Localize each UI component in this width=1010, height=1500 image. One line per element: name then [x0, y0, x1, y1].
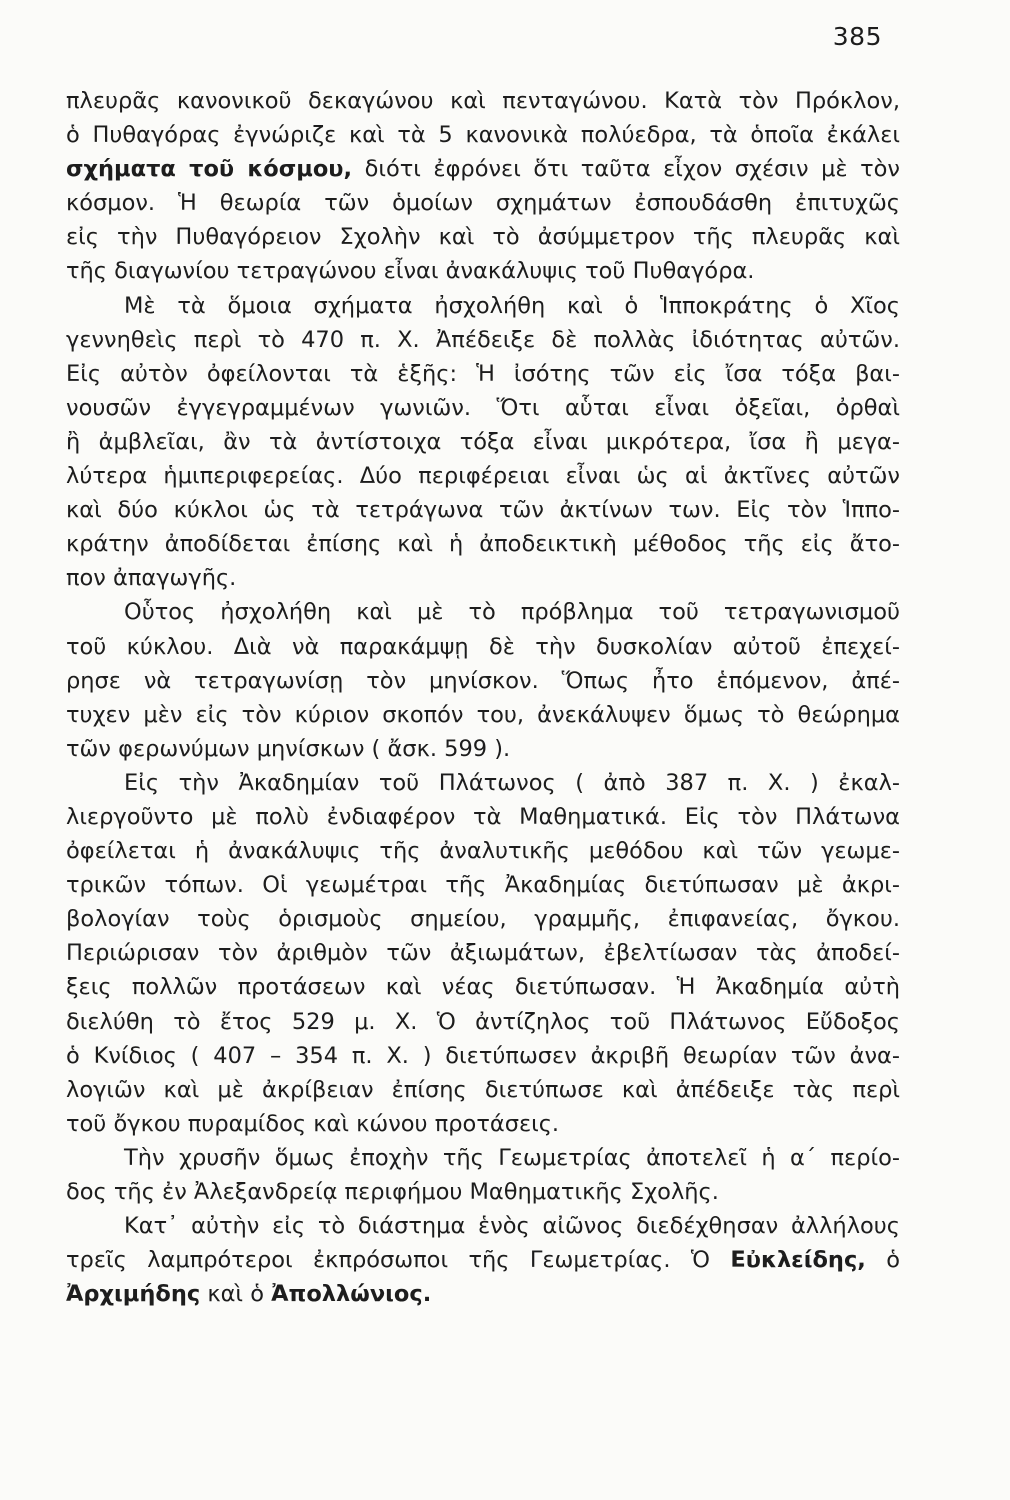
- text-line: βολογίαν τοὺς ὁρισμοὺς σημείου, γραμμῆς, ἐπιφανείας, ὄγκου.: [66, 906, 900, 933]
- text-line: λογιῶν καὶ μὲ ἀκρίβειαν ἐπίσης διετύπωσε καὶ ἀπέδειξε τὰς περὶ: [66, 1076, 900, 1103]
- page-number: 385: [832, 22, 882, 51]
- text-line: τῆς διαγωνίου τετραγώνου εἶναι ἀνακάλυψις τοῦ Πυθαγόρα.: [66, 258, 755, 285]
- body-text: [66, 84, 900, 1311]
- text-line: ὀφείλεται ἡ ἀνακάλυψις τῆς ἀναλυτικῆς μεθόδου καὶ τῶν γεωμε-: [66, 838, 900, 865]
- bold-name-archimedes: Ἀρχιμήδης: [66, 1281, 201, 1308]
- paragraph: [66, 1141, 900, 1209]
- text-line: ἢ ἀμβλεῖαι, ἂν τὰ ἀντίστοιχα τόξα εἶναι μικρότερα, ἴσα ἢ μεγα-: [66, 428, 900, 455]
- bold-name-apollonius: Ἀπολλώνιος.: [271, 1281, 432, 1308]
- paragraph: [66, 1209, 900, 1311]
- text-line: Οὗτος ἠσχολήθη καὶ μὲ τὸ πρόβλημα τοῦ τετραγωνισμοῦ: [124, 599, 900, 626]
- text-line: κράτην ἀποδίδεται ἐπίσης καὶ ἡ ἀποδεικτικὴ μέθοδος τῆς εἰς ἄτο-: [66, 531, 900, 558]
- text-line: τρικῶν τόπων. Οἱ γεωμέτραι τῆς Ἀκαδημίας διετύπωσαν μὲ ἀκρι-: [66, 872, 900, 899]
- text-line: καὶ δύο κύκλοι ὡς τὰ τετράγωνα τῶν ἀκτίνων των. Εἰς τὸν Ἱππο-: [66, 497, 900, 524]
- text-line: Τὴν χρυσῆν ὅμως ἐποχὴν τῆς Γεωμετρίας ἀποτελεῖ ἡ α΄ περίο-: [124, 1144, 900, 1171]
- text-line: πλευρᾶς κανονικοῦ δεκαγώνου καὶ πενταγώνου. Κατὰ τὸν Πρόκλον,: [66, 88, 900, 114]
- text-line: τῶν φερωνύμων μηνίσκων ( ἄσκ. 599 ).: [66, 735, 511, 762]
- bold-term: σχήματα τοῦ κόσμου,: [66, 156, 353, 183]
- text-line: Εἰς αὐτὸν ὀφείλονται τὰ ἑξῆς: Ἡ ἰσότης τῶν εἰς ἴσα τόξα βαι-: [66, 360, 900, 387]
- bold-name-euclid: Εὐκλείδης,: [730, 1247, 866, 1274]
- text-line: ὁ Κνίδιος ( 407 – 354 π. Χ. ) διετύπωσεν ἀκριβῆ θεωρίαν τῶν ἀνα-: [66, 1042, 900, 1069]
- text-line: ὁ Πυθαγόρας ἐγνώριζε καὶ τὰ 5 κανονικὰ πολύεδρα, τὰ ὁποῖα ἐκάλει: [66, 122, 900, 149]
- text-line: κόσμον. Ἡ θεωρία τῶν ὁμοίων σχημάτων ἐσπουδάσθη ἐπιτυχῶς: [66, 190, 900, 217]
- text-line: τυχεν μὲν εἰς τὸν κύριον σκοπόν του, ἀνεκάλυψεν ὅμως τὸ θεώρημα: [66, 701, 900, 728]
- text-line: γεννηθεὶς περὶ τὸ 470 π. Χ. Ἀπέδειξε δὲ πολλὰς ἰδιότητας αὐτῶν.: [66, 326, 900, 353]
- text-line: πον ἀπαγωγῆς.: [66, 565, 237, 592]
- text-line: λύτερα ἡμιπεριφερείας. Δύο περιφέρειαι εἶναι ὡς αἱ ἀκτῖνες αὐτῶν: [66, 463, 900, 490]
- text-line: ρησε νὰ τετραγωνίσῃ τὸν μηνίσκον. Ὅπως ἦτο ἑπόμενον, ἀπέ-: [66, 667, 900, 694]
- text-line: τοῦ ὄγκου πυραμίδος καὶ κώνου προτάσεις.: [66, 1110, 560, 1137]
- text-line: [66, 152, 900, 186]
- text-line: νουσῶν ἐγγεγραμμένων γωνιῶν. Ὅτι αὗται εἶναι ὀξεῖαι, ὀρθαὶ: [66, 394, 900, 421]
- text-line: [66, 1243, 900, 1277]
- text-run: τρεῖς λαμπρότεροι ἐκπρόσωποι τῆς Γεωμετρίας. Ὁ: [66, 1247, 731, 1274]
- text-run: καὶ ὁ: [200, 1281, 272, 1308]
- text-line: τοῦ κύκλου. Διὰ νὰ παρακάμψῃ δὲ τὴν δυσκολίαν αὐτοῦ ἐπεχεί-: [66, 633, 900, 660]
- paragraph: [66, 766, 900, 1141]
- text-line: Εἰς τὴν Ἀκαδημίαν τοῦ Πλάτωνος ( ἀπὸ 387 π. Χ. ) ἐκαλ-: [124, 769, 900, 796]
- text-line: [66, 1277, 900, 1311]
- text-run: διότι ἐφρόνει ὅτι ταῦτα εἶχον σχέσιν μὲ τὸν: [352, 156, 900, 183]
- text-line: λιεργοῦντο μὲ πολὺ ἐνδιαφέρον τὰ Μαθηματικά. Εἰς τὸν Πλάτωνα: [66, 803, 900, 830]
- text-line: Περιώρισαν τὸν ἀριθμὸν τῶν ἀξιωμάτων, ἐβελτίωσαν τὰς ἀποδεί-: [66, 940, 900, 967]
- text-line: εἰς τὴν Πυθαγόρειον Σχολὴν καὶ τὸ ἀσύμμετρον τῆς πλευρᾶς καὶ: [66, 224, 900, 251]
- paragraph: [66, 595, 900, 765]
- text-line: Κατ᾿ αὐτὴν εἰς τὸ διάστημα ἑνὸς αἰῶνος διεδέχθησαν ἀλλήλους: [124, 1213, 900, 1240]
- paragraph: [66, 84, 900, 289]
- text-run: ὁ: [865, 1247, 901, 1274]
- text-line: διελύθη τὸ ἔτος 529 μ. Χ. Ὁ ἀντίζηλος τοῦ Πλάτωνος Εὔδοξος: [66, 1008, 900, 1035]
- text-line: δος τῆς ἐν Ἀλεξανδρείᾳ περιφήμου Μαθηματικῆς Σχολῆς.: [66, 1179, 719, 1205]
- text-line: Μὲ τὰ ὅμοια σχήματα ἠσχολήθη καὶ ὁ Ἱπποκράτης ὁ Χῖος: [124, 292, 900, 319]
- paragraph: [66, 289, 900, 596]
- text-line: ξεις πολλῶν προτάσεων καὶ νέας διετύπωσαν. Ἡ Ἀκαδημία αὐτὴ: [66, 974, 900, 1001]
